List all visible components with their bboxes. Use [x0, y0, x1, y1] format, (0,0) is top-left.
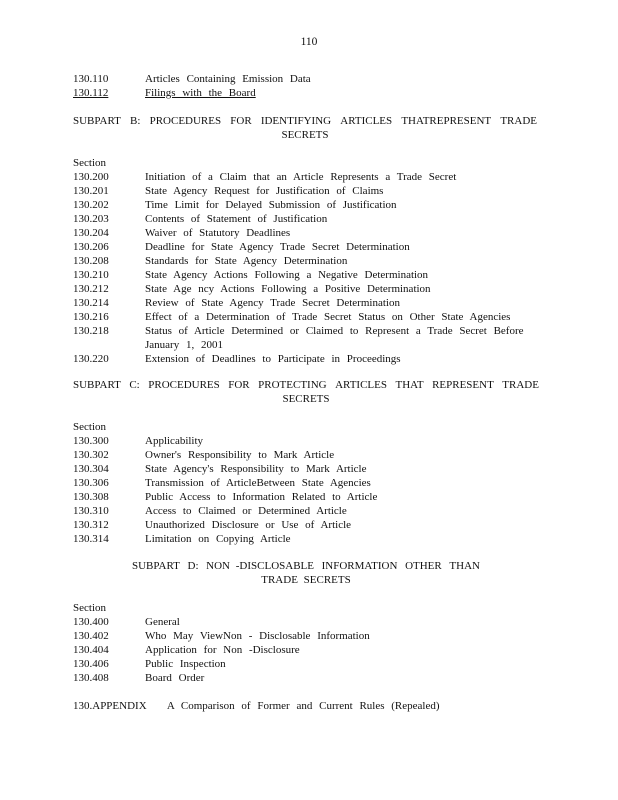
- subpart-d-list: [73, 601, 553, 685]
- section-title: Owner's Responsibility to Mark Article: [145, 449, 335, 461]
- list-item: [73, 448, 553, 462]
- list-item: [73, 86, 553, 100]
- section-number: 130.218: [73, 325, 109, 337]
- list-item: [73, 671, 553, 685]
- subpart-c-heading: [73, 378, 539, 406]
- section-title: Status of Article Determined or Claimed to Represent a Trade Secret Before January 1, 2001: [145, 325, 524, 351]
- section-number: 130.400: [73, 616, 109, 628]
- heading-word: TRADE: [502, 379, 539, 391]
- section-number: 130.304: [73, 463, 109, 475]
- section-number: 130.112: [73, 87, 109, 99]
- list-item: [73, 504, 553, 518]
- heading-word: PROTECTING: [258, 379, 327, 391]
- section-number: 130.208: [73, 255, 109, 267]
- heading-word: THAN: [449, 560, 480, 572]
- section-title: Applicability: [145, 435, 204, 447]
- section-number: 130.216: [73, 311, 109, 323]
- list-item: [73, 324, 553, 352]
- section-title: Extension of Deadlines to Participate in Proceedings: [145, 353, 401, 365]
- heading-word: ARTICLES: [340, 115, 393, 127]
- heading-word: SUBPART: [73, 379, 121, 391]
- section-number: 130.402: [73, 630, 109, 642]
- heading-word: THATREPRESENT: [401, 115, 492, 127]
- section-number: 130.214: [73, 297, 109, 309]
- heading-word: IDENTIFYING: [260, 115, 332, 127]
- heading-word: SUBPART: [73, 115, 121, 127]
- section-title: Transmission of ArticleBetween State Agencies: [145, 477, 371, 489]
- list-item: [73, 282, 553, 296]
- section-number: 130.308: [73, 491, 109, 503]
- section-number: 130.314: [73, 533, 109, 545]
- heading-word: SUBPART: [132, 560, 180, 572]
- section-title: Time Limit for Delayed Submission of Justification: [145, 199, 397, 211]
- section-number: 130.404: [73, 644, 109, 656]
- list-item: [73, 72, 553, 86]
- section-title: State Agency's Responsibility to Mark Article: [145, 463, 367, 475]
- section-title: Review of State Agency Trade Secret Determination: [145, 297, 400, 309]
- section-number: 130.110: [73, 73, 109, 85]
- list-item: [73, 462, 553, 476]
- list-item: [73, 240, 553, 254]
- list-item: [73, 532, 553, 546]
- section-title: Public Inspection: [145, 658, 226, 670]
- section-title: Initiation of a Claim that an Article Represents a Trade Secret: [145, 171, 457, 183]
- heading-word: NON -DISCLOSABLE: [206, 560, 314, 572]
- section-title: State Agency Actions Following a Negative Determination: [145, 269, 429, 281]
- subpart-d-heading: [132, 559, 480, 587]
- section-title: Effect of a Determination of Trade Secret Status on Other State Agencies: [145, 311, 511, 323]
- appendix-entry: [73, 699, 440, 713]
- heading-word: INFORMATION: [321, 560, 398, 572]
- heading-word: OTHER: [405, 560, 442, 572]
- list-item: [73, 226, 553, 240]
- section-title: Filings with the Board: [145, 87, 256, 99]
- top-entries: [73, 72, 553, 100]
- section-number: 130.220: [73, 353, 109, 365]
- section-title: Application for Non -Disclosure: [145, 644, 300, 656]
- heading-word: PROCEDURES: [148, 379, 220, 391]
- heading-word: REPRESENT: [432, 379, 494, 391]
- heading-word: FOR: [228, 379, 250, 391]
- section-number: 130.204: [73, 227, 109, 239]
- list-item: [73, 170, 553, 184]
- list-item: [73, 490, 553, 504]
- heading-line2: SECRETS: [282, 393, 330, 405]
- section-title: Public Access to Information Related to Article: [145, 491, 378, 503]
- list-item: [73, 268, 553, 282]
- section-title: Waiver of Statutory Deadlines: [145, 227, 291, 239]
- list-item: [73, 352, 553, 366]
- section-title: Who May ViewNon - Disclosable Information: [145, 630, 370, 642]
- section-number: 130.302: [73, 449, 109, 461]
- section-label: Section: [73, 602, 106, 614]
- list-item: [73, 643, 553, 657]
- heading-word: THAT: [395, 379, 424, 391]
- heading-word: C:: [129, 379, 140, 391]
- section-title: State Agency Request for Justification of Claims: [145, 185, 384, 197]
- subpart-b-list: [73, 156, 553, 366]
- section-title: Articles Containing Emission Data: [145, 73, 311, 85]
- section-label: Section: [73, 157, 106, 169]
- list-item: [73, 657, 553, 671]
- section-title: A Comparison of Former and Current Rules (Repealed): [166, 700, 440, 712]
- section-number: 130.203: [73, 213, 109, 225]
- section-number: 130.300: [73, 435, 109, 447]
- section-title: General: [145, 616, 180, 628]
- section-number: 130.306: [73, 477, 109, 489]
- section-title: Unauthorized Disclosure or Use of Article: [145, 519, 352, 531]
- list-item: [73, 184, 553, 198]
- list-item: [73, 476, 553, 490]
- heading-word: ARTICLES: [335, 379, 387, 391]
- section-title: State Age ncy Actions Following a Positive Determination: [145, 283, 431, 295]
- heading-word: PROCEDURES: [149, 115, 222, 127]
- section-title: Board Order: [145, 672, 205, 684]
- list-item: [73, 198, 553, 212]
- section-number: 130.200: [73, 171, 109, 183]
- heading-line2: TRADE SECRETS: [261, 574, 351, 586]
- list-item: [73, 212, 553, 226]
- section-number: 130.310: [73, 505, 109, 517]
- section-number: 130.210: [73, 269, 109, 281]
- section-title: Access to Claimed or Determined Article: [145, 505, 347, 517]
- heading-word: TRADE: [500, 115, 537, 127]
- list-item: [73, 310, 553, 324]
- heading-line2: SECRETS: [281, 129, 329, 141]
- page-number: 110: [300, 36, 318, 48]
- subpart-c-list: [73, 420, 553, 546]
- list-item: [73, 296, 553, 310]
- subpart-b-heading: [73, 114, 537, 142]
- heading-word: FOR: [230, 115, 252, 127]
- section-number: 130.312: [73, 519, 109, 531]
- section-number: 130.202: [73, 199, 109, 211]
- section-label: Section: [73, 421, 106, 433]
- list-item: [73, 629, 553, 643]
- list-item: [73, 254, 553, 268]
- heading-word: D:: [187, 560, 199, 572]
- section-number: 130.406: [73, 658, 109, 670]
- section-number: 130.212: [73, 283, 109, 295]
- heading-word: B:: [130, 115, 141, 127]
- section-number: 130.408: [73, 672, 109, 684]
- list-item: [73, 615, 553, 629]
- list-item: [73, 434, 553, 448]
- list-item: [73, 518, 553, 532]
- section-title: Limitation on Copying Article: [145, 533, 291, 545]
- section-number: 130.APPENDIX: [73, 700, 147, 712]
- section-number: 130.206: [73, 241, 109, 253]
- section-number: 130.201: [73, 185, 109, 197]
- section-title: Contents of Statement of Justification: [145, 213, 328, 225]
- section-title: Standards for State Agency Determination: [145, 255, 348, 267]
- section-title: Deadline for State Agency Trade Secret Determination: [145, 241, 410, 253]
